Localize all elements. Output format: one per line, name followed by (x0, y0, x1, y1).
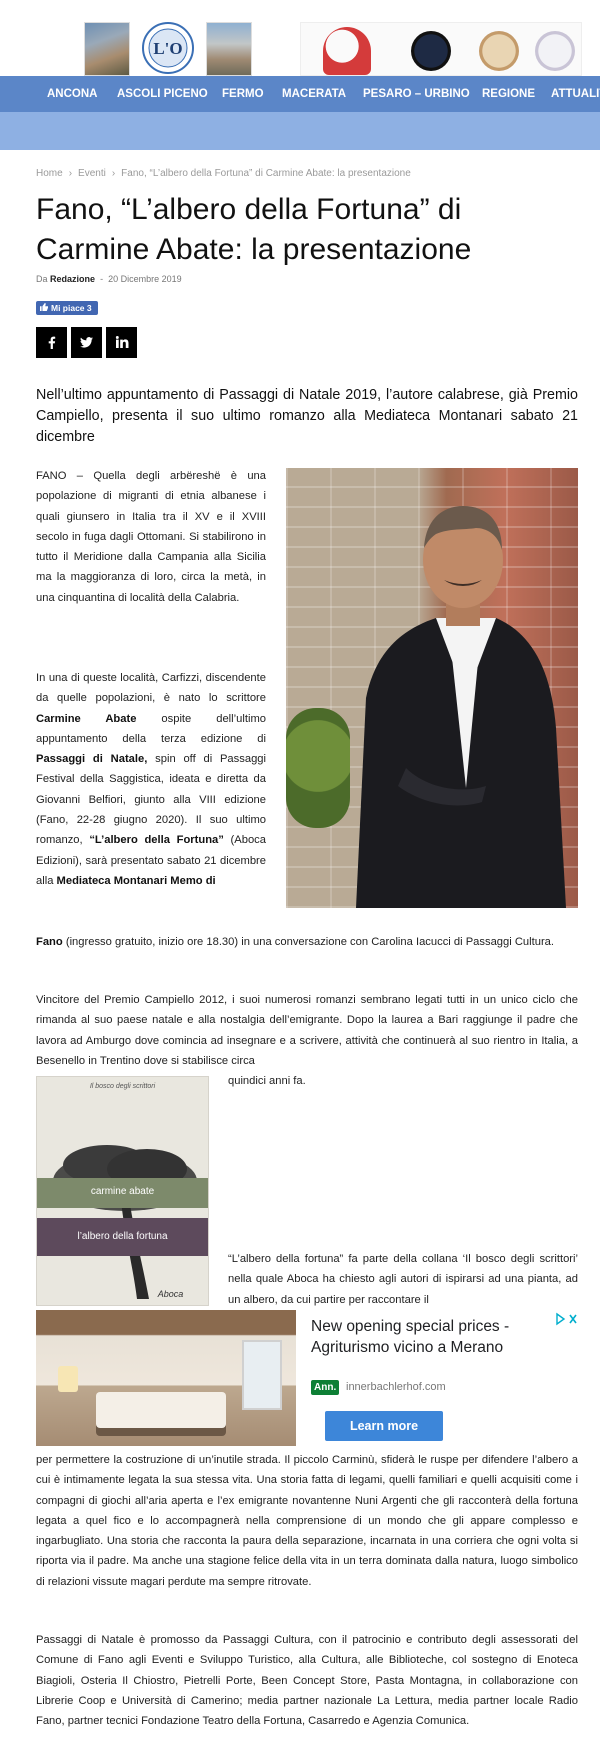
nav-regione[interactable]: REGIONE (482, 88, 536, 100)
nav-ancona[interactable]: ANCONA (47, 88, 98, 100)
like-label: Mi piace 3 (51, 303, 92, 313)
paragraph-3-end: quindici anni fa. (228, 1075, 306, 1087)
ad-choices-icon[interactable] (554, 1312, 580, 1326)
venue-name-part-1: Mediateca Montanari Memo di (56, 874, 216, 887)
event-name: Passaggi di Natale, (36, 753, 148, 766)
paragraph-5: Passaggi di Natale è promosso da Passaggi Cultura, con il patrocinio e contributo degli assessorati del Comune di Fano agli Eventi e Sviluppo Turistico, alla Cultura, alle Biblioteche, col sostegno di Enoteca Biagioli, Osteria Il Chiostro, Pietrelli Porte, Been Concept Store, Pasta Montagna, in collaborazione con Librerie Coop e Università di Camerino; media partner nazionale La Lettura, media partner locale Radio Fano, partner tecnici Fondazione Teatro della Fortuna, Casarredo e Agenzia Comunica. (36, 1634, 578, 1728)
author-portrait[interactable] (286, 468, 578, 908)
header-photo-cathedral[interactable] (206, 22, 252, 76)
facebook-icon (45, 336, 58, 349)
byline (36, 274, 182, 284)
nav-pesaro-urbino[interactable]: PESARO – URBINO (363, 88, 470, 100)
site-header (0, 0, 600, 76)
author-figure (286, 468, 578, 908)
book-publisher: Aboca (157, 1289, 184, 1299)
breadcrumb (36, 168, 411, 179)
paragraph-2-text-c: spin off di Passaggi Festival della Saggistica, ideata e diretta da Giovanni Belfiori, giunto alla VIII edizione (Fano, 22-28 giugno 2020). Il suo ultimo romanzo, (36, 753, 266, 847)
byline-separator: - (97, 274, 106, 284)
book-series: Il bosco degli scrittori (89, 1083, 156, 1090)
paragraph-2-text-a: In una di queste località, Carfizzi, discendente da quelle popolazioni, è nato lo scrittore (36, 672, 266, 705)
watch-silver (535, 31, 575, 71)
paragraph-2-text-d: (Aboca Edizioni), sarà presentato sabato 21 dicembre alla (36, 834, 266, 887)
breadcrumb-home[interactable]: Home (36, 168, 63, 179)
header-photo-ancona[interactable] (84, 22, 130, 76)
chevron-right-icon: › (111, 168, 116, 179)
breadcrumb-eventi[interactable]: Eventi (78, 168, 106, 179)
facebook-like-button[interactable] (36, 301, 98, 315)
paragraph-2-wrapped (36, 668, 266, 891)
paragraph-1: FANO – Quella degli arbëreshë è una popolazione di migranti di etnia albanese i quali giunsero in Italia tra il XV e il XVIII secolo in fuga dagli Ottomani. Si stabilirono in tutto il Meridione dalla Campania alla Sicilia ma la maggioranza di loro, circa la metà, in una cinquantina di località della Calabria. (36, 470, 266, 604)
breadcrumb-current: Fano, “L’albero della Fortuna” di Carmine Abate: la presentazione (121, 168, 411, 179)
ad-badge: Ann. (311, 1380, 339, 1395)
ad-headline[interactable]: New opening special prices - Agriturismo vicino a Merano (311, 1318, 510, 1356)
linkedin-icon (116, 336, 128, 348)
byline-prefix: Da (36, 274, 48, 284)
share-twitter-button[interactable] (71, 327, 102, 358)
paragraph-2-text-b: ospite dell’ultimo appuntamento della terza edizione di (36, 712, 266, 745)
site-logo-text: L'O (153, 39, 183, 58)
bird-figure (323, 27, 371, 75)
watch-gold (479, 31, 519, 71)
author-name: Carmine Abate (36, 712, 137, 725)
paragraph-2-end (36, 932, 578, 952)
ad-image-bedroom[interactable] (36, 1310, 296, 1446)
watch-dark (411, 31, 451, 71)
publish-date: 20 Dicembre 2019 (108, 274, 182, 284)
bed (96, 1392, 226, 1428)
inline-advertisement[interactable] (36, 1310, 580, 1448)
twitter-icon (80, 336, 93, 349)
nav-attualita[interactable]: ATTUALITÀ (551, 88, 615, 100)
paragraph-4-start: “L’albero della fortuna” fa parte della collana ‘Il bosco degli scrittori’ nella quale Aboca ha chiesto agli autori di ispirarsi ad una pianta, ad un albero, da cui partire per raccontare il (228, 1253, 578, 1306)
chevron-right-icon: › (68, 168, 73, 179)
book-author: carmine abate (90, 1186, 155, 1197)
author-link[interactable]: Redazione (50, 274, 96, 284)
thumbs-up-icon (40, 301, 48, 315)
page-title: Fano, “L’albero della Fortuna” di Carmine Abate: la presentazione (36, 193, 472, 266)
share-linkedin-button[interactable] (106, 327, 137, 358)
venue-name-part-2: Fano (36, 936, 63, 948)
watch-banner-ad[interactable] (300, 22, 582, 76)
nav-fermo[interactable]: FERMO (222, 88, 264, 100)
article-lead: Nell’ultimo appuntamento di Passaggi di Natale 2019, l’autore calabrese, già Premio Campiello, presenta il suo ultimo romanzo alla Mediateca Montanari sabato 21 dicembre (36, 387, 578, 445)
book-title-cover: l’albero della fortuna (77, 1231, 168, 1242)
lamp (58, 1366, 78, 1392)
nav-macerata[interactable]: MACERATA (282, 88, 347, 100)
book-title: “L’albero della Fortuna” (89, 834, 224, 847)
book-cover-image[interactable] (36, 1076, 209, 1306)
site-logo[interactable] (142, 22, 194, 74)
main-nav (0, 76, 615, 112)
paragraph-4-cont: per permettere la costruzione di un’inutile strada. Il piccolo Carminù, sfiderà le ruspe per difendere l’albero a cui è intimamente legata la sua stessa vita. Una storia fatta di legami, quelli familiari e quelli acquisiti come i compagni di giochi all’aria aperta e l’ex emigrante novantenne Nuni Argenti che gli racconterà della fortuna legata a quel fico e lo accompagnerà nella comprensione di un mondo che gli appare complesso e ingarbugliato. Una storia che racconta la paura della separazione, incarnata in una corriera che ogni volta si riporta via il padre. Ma anche una stagione felice della vita in un terra dominata dalla natura, luogo simbolico di relazioni vissute magari perdute ma sempre ritrovate. (36, 1454, 578, 1588)
paragraph-2-text-e: (ingresso gratuito, inizio ore 18.30) in una conversazione con Carolina Iacucci di Passaggi Cultura. (65, 936, 555, 948)
sub-nav-bar (0, 112, 600, 150)
ad-url[interactable]: innerbachlerhof.com (346, 1381, 446, 1393)
paragraph-3: Vincitore del Premio Campiello 2012, i suoi numerosi romanzi sembrano legati tutti in un unico ciclo che rimanda al suo paese natale e alla nostalgia dell’emigrante. Dopo la laurea a Bari raggiunge il padre che lavora ad Amburgo dove comincia ad insegnare e a scrivere, attività che continuerà al suo rientro in Italia, a Besenello in Trentino dove si stabilisce circa (36, 994, 578, 1067)
window (242, 1340, 282, 1410)
share-facebook-button[interactable] (36, 327, 67, 358)
nav-ascoli-piceno[interactable]: ASCOLI PICENO (117, 88, 208, 100)
ad-learn-more-button[interactable]: Learn more (325, 1411, 443, 1441)
